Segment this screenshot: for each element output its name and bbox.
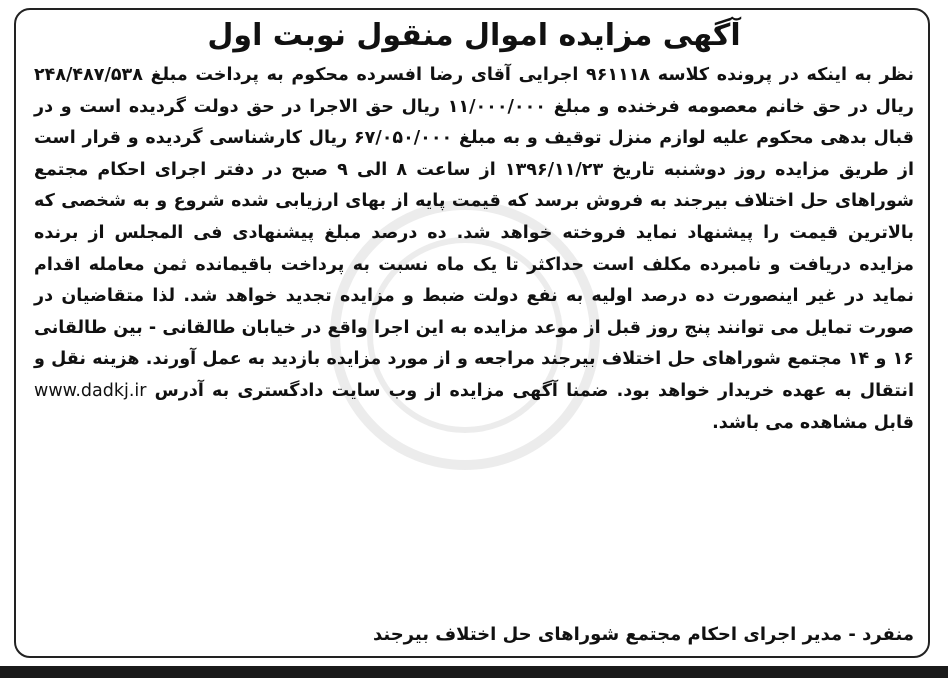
website-link[interactable]: www.dadkj.ir [34,380,147,401]
notice-body-main: نظر به اینکه در پرونده کلاسه ۹۶۱۱۱۸ اجرایی آقای رضا افسرده محکوم به پرداخت مبلغ ۲۴۸/۴۸۷/۵۳۸ ریال در حق خانم معصومه فرخنده و مبلغ ۱۱/۰۰۰/۰۰۰ ریال حق الاجرا در حق دولت گردیده است و در قبال بدهی محکوم علیه لوازم منزل توقیف و به مبلغ ۶۷/۰۵۰/۰۰۰ ریال کارشناسی گردیده و قرار است از طریق مزایده روز دوشنبه تاریخ ۱۳۹۶/۱۱/۲۳ از ساعت ۸ الی ۹ صبح در دفتر اجرای احکام مجتمع شوراهای حل اختلاف بیرجند به فروش برسد که قیمت پایه از بهای ارزیابی شده شروع و به شخصی که بالاترین قیمت را پیشنهاد نماید فروخته خواهد شد. ده درصد مبلغ پیشنهادی فی المجلس از برنده مزایده دریافت و نامبرده مکلف است حداکثر تا یک ماه نسبت به پرداخت باقیمانده ثمن معامله اقدام نماید در غیر اینصورت ده درصد اولیه به نفع دولت ضبط و مزایده تجدید خواهد شد. لذا متقاضیان در صورت تمایل می توانند پنج روز قبل از موعد مزایده به این اجرا واقع در خیابان طالقانی - بین طالقانی ۱۶ و ۱۴ مجتمع شوراهای حل اختلاف بیرجند مراجعه و از مورد مزایده بازدید به عمل آورند. هزینه نقل و انتقال به عهده خریدار خواهد بود. ضمنا آگهی مزایده از وب سایت دادگستری به آدرس [34,65,914,401]
notice-signature: منفرد - مدیر اجرای احکام مجتمع شوراهای حل اختلاف بیرجند [372,624,914,645]
notice-body [34,60,914,439]
bottom-bar [0,666,948,678]
notice-body-end: قابل مشاهده می باشد. [712,412,914,433]
notice-title: آگهی مزایده اموال منقول نوبت اول [207,18,741,53]
